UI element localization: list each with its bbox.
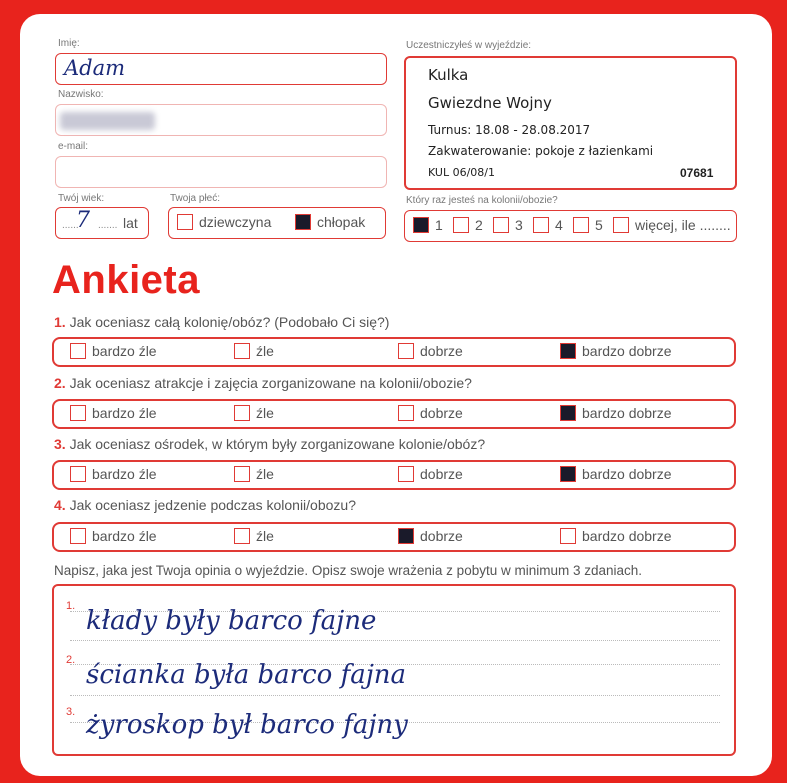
gender-label: Twoja płeć: — [170, 193, 221, 204]
age-field[interactable]: ...... 7 ....... lat — [55, 207, 149, 239]
trip-code: KUL 06/08/1 — [428, 166, 495, 179]
times-option-label: 5 — [595, 217, 603, 233]
answer-option[interactable] — [560, 528, 672, 544]
email-label: e-mail: — [58, 141, 89, 152]
checkbox-times-5[interactable] — [573, 217, 589, 233]
answer-row-2 — [52, 399, 736, 429]
opinion-num-2: 2. — [66, 654, 76, 666]
gender-option-girl[interactable] — [177, 214, 271, 230]
question-3: 3. Jak oceniasz ośrodek, w którym były zorganizowane kolonie/obóz? — [54, 436, 486, 452]
answer-row-1 — [52, 337, 736, 367]
answer-label: bardzo źle — [92, 405, 157, 421]
checkbox-times-4[interactable] — [533, 217, 549, 233]
answer-option[interactable] — [70, 528, 157, 544]
answer-label: bardzo dobrze — [582, 466, 672, 482]
answer-option[interactable] — [560, 405, 672, 421]
answer-label: bardzo dobrze — [582, 405, 672, 421]
answer-checkbox[interactable] — [560, 343, 576, 359]
trip-accommodation: Zakwaterowanie: pokoje z łazienkami — [428, 144, 654, 158]
answer-checkbox[interactable] — [398, 405, 414, 421]
answer-label: źle — [256, 528, 274, 544]
answer-label: źle — [256, 405, 274, 421]
question-text: Jak oceniasz całą kolonię/obóz? (Podobało Ci się?) — [69, 314, 390, 330]
answer-option[interactable] — [560, 466, 672, 482]
times-option-1[interactable] — [413, 217, 443, 233]
opinion-line-1: kłady były barco fajne — [86, 606, 377, 636]
answer-checkbox[interactable] — [234, 466, 250, 482]
answer-checkbox[interactable] — [70, 343, 86, 359]
times-option-4[interactable] — [533, 217, 563, 233]
gender-girl-label: dziewczyna — [199, 214, 272, 230]
answer-checkbox[interactable] — [70, 466, 86, 482]
answer-label: bardzo źle — [92, 528, 157, 544]
answer-checkbox[interactable] — [70, 528, 86, 544]
times-option-label: więcej, ile ........ — [635, 217, 731, 233]
answer-option[interactable] — [234, 405, 274, 421]
answer-checkbox[interactable] — [234, 528, 250, 544]
answer-checkbox[interactable] — [560, 528, 576, 544]
answer-checkbox[interactable] — [560, 466, 576, 482]
answer-option[interactable] — [398, 466, 463, 482]
answer-checkbox[interactable] — [398, 528, 414, 544]
times-option-label: 3 — [515, 217, 523, 233]
opinion-line-2: ścianka była barco fajna — [86, 660, 406, 690]
gender-boy-label: chłopak — [317, 214, 366, 230]
checkbox-times-more[interactable] — [613, 217, 629, 233]
times-option-more[interactable] — [613, 217, 731, 233]
question-text: Jak oceniasz jedzenie podczas kolonii/obozu? — [69, 497, 356, 513]
trip-turnus: Turnus: 18.08 - 28.08.2017 — [428, 123, 591, 137]
question-text: Jak oceniasz atrakcje i zajęcia zorganizowane na kolonii/obozie? — [69, 375, 472, 391]
trip-name: Kulka — [428, 66, 469, 84]
times-option-5[interactable] — [573, 217, 603, 233]
times-label: Który raz jesteś na kolonii/obozie? — [406, 195, 558, 206]
answer-option[interactable] — [70, 405, 157, 421]
answer-option[interactable] — [70, 343, 157, 359]
opinion-prompt: Napisz, jaka jest Twoja opinia o wyjeździe. Opisz swoje wrażenia z pobytu w minimum 3 zdaniach. — [54, 563, 643, 578]
name-label: Imię: — [58, 38, 80, 49]
answer-checkbox[interactable] — [70, 405, 86, 421]
question-2: 2. Jak oceniasz atrakcje i zajęcia zorganizowane na kolonii/obozie? — [54, 375, 472, 391]
checkbox-times-2[interactable] — [453, 217, 469, 233]
times-option-label: 4 — [555, 217, 563, 233]
answer-label: bardzo źle — [92, 466, 157, 482]
answer-label: dobrze — [420, 528, 463, 544]
trip-label: Uczestniczyłeś w wyjeździe: — [406, 40, 532, 51]
trip-theme: Gwiezdne Wojny — [428, 94, 552, 112]
times-option-label: 2 — [475, 217, 483, 233]
surname-label: Nazwisko: — [58, 89, 104, 100]
age-value: 7 — [76, 208, 90, 233]
opinion-num-3: 3. — [66, 706, 76, 718]
times-option-label: 1 — [435, 217, 443, 233]
checkbox-times-1[interactable] — [413, 217, 429, 233]
answer-option[interactable] — [560, 343, 672, 359]
age-unit: lat — [123, 215, 138, 231]
answer-label: dobrze — [420, 343, 463, 359]
answer-label: źle — [256, 466, 274, 482]
answer-checkbox[interactable] — [398, 466, 414, 482]
opinion-line-3: żyroskop był barco fajny — [86, 710, 408, 740]
question-4: 4. Jak oceniasz jedzenie podczas kolonii/obozu? — [54, 497, 356, 513]
answer-label: źle — [256, 343, 274, 359]
checkbox-boy[interactable] — [295, 214, 311, 230]
answer-option[interactable] — [234, 343, 274, 359]
answer-option[interactable] — [234, 528, 274, 544]
survey-title: Ankieta — [52, 258, 200, 302]
answer-checkbox[interactable] — [234, 405, 250, 421]
email-field[interactable] — [55, 156, 387, 188]
answer-row-4 — [52, 522, 736, 552]
answer-option[interactable] — [398, 528, 463, 544]
opinion-num-1: 1. — [66, 600, 76, 612]
times-group — [404, 210, 737, 242]
checkbox-girl[interactable] — [177, 214, 193, 230]
answer-checkbox[interactable] — [560, 405, 576, 421]
name-value: Adam — [64, 56, 126, 80]
answer-checkbox[interactable] — [234, 343, 250, 359]
answer-option[interactable] — [398, 405, 463, 421]
times-option-3[interactable] — [493, 217, 523, 233]
answer-option[interactable] — [398, 343, 463, 359]
answer-row-3 — [52, 460, 736, 490]
checkbox-times-3[interactable] — [493, 217, 509, 233]
question-text: Jak oceniasz ośrodek, w którym były zorganizowane kolonie/obóz? — [69, 436, 486, 452]
times-option-2[interactable] — [453, 217, 483, 233]
question-1: 1. Jak oceniasz całą kolonię/obóz? (Podobało Ci się?) — [54, 314, 390, 330]
trip-number: 07681 — [680, 166, 714, 180]
gender-group — [168, 207, 386, 239]
answer-option[interactable] — [70, 466, 157, 482]
answer-label: bardzo dobrze — [582, 528, 672, 544]
answer-label: dobrze — [420, 466, 463, 482]
answer-checkbox[interactable] — [398, 343, 414, 359]
name-field[interactable] — [55, 53, 387, 85]
age-dots: ...... — [62, 220, 79, 231]
answer-label: bardzo źle — [92, 343, 157, 359]
answer-option[interactable] — [234, 466, 274, 482]
age-label: Twój wiek: — [58, 193, 105, 204]
surname-redacted — [60, 112, 155, 130]
answer-label: bardzo dobrze — [582, 343, 672, 359]
gender-option-boy[interactable] — [295, 214, 365, 230]
answer-label: dobrze — [420, 405, 463, 421]
